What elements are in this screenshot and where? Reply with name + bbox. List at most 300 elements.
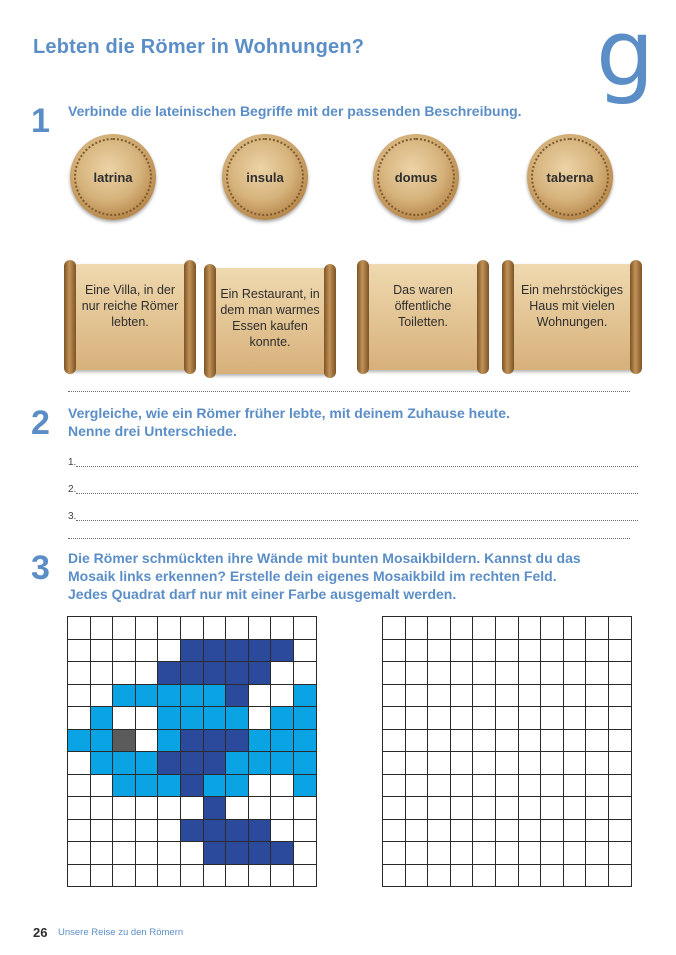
mosaic-drawing-grid[interactable] [382, 616, 632, 887]
mosaic-cell [271, 775, 294, 798]
drawing-cell[interactable] [541, 797, 564, 820]
drawing-cell[interactable] [473, 662, 496, 685]
task-3-instruction-line1: Die Römer schmückten ihre Wände mit bunten Mosaikbildern. Kannst du das [68, 550, 581, 566]
mosaic-cell [294, 707, 317, 730]
drawing-cell[interactable] [564, 685, 587, 708]
mosaic-cell [271, 865, 294, 888]
mosaic-cell [68, 865, 91, 888]
mosaic-cell [249, 685, 272, 708]
drawing-cell[interactable] [609, 640, 632, 663]
mosaic-cell [68, 775, 91, 798]
mosaic-cell [68, 820, 91, 843]
mosaic-cell [158, 640, 181, 663]
drawing-cell[interactable] [406, 707, 429, 730]
coin-domus[interactable] [373, 134, 459, 220]
drawing-cell[interactable] [451, 842, 474, 865]
drawing-cell[interactable] [473, 617, 496, 640]
mosaic-cell [181, 820, 204, 843]
mosaic-cell [136, 617, 159, 640]
drawing-cell[interactable] [428, 685, 451, 708]
mosaic-cell [249, 617, 272, 640]
drawing-cell[interactable] [586, 707, 609, 730]
mosaic-cell [91, 707, 114, 730]
drawing-cell[interactable] [496, 707, 519, 730]
mosaic-cell [68, 707, 91, 730]
drawing-cell[interactable] [519, 662, 542, 685]
scroll-text: Ein mehrstöckiges Haus mit vielen Wohnungen. [520, 283, 624, 329]
mosaic-cell [204, 707, 227, 730]
drawing-cell[interactable] [473, 820, 496, 843]
mosaic-cell [158, 842, 181, 865]
drawing-cell[interactable] [564, 865, 587, 888]
drawing-cell[interactable] [609, 685, 632, 708]
mosaic-cell [181, 842, 204, 865]
mosaic-cell [226, 842, 249, 865]
page-number: 26 [33, 925, 48, 940]
mosaic-cell [113, 775, 136, 798]
drawing-cell[interactable] [586, 842, 609, 865]
mosaic-cell [226, 662, 249, 685]
book-title: Unsere Reise zu den Römern [58, 927, 184, 938]
mosaic-cell [68, 617, 91, 640]
drawing-cell[interactable] [451, 797, 474, 820]
drawing-cell[interactable] [564, 820, 587, 843]
drawing-cell[interactable] [519, 797, 542, 820]
drawing-cell[interactable] [586, 752, 609, 775]
coin-label: insula [246, 169, 284, 185]
mosaic-cell [113, 640, 136, 663]
drawing-cell[interactable] [519, 730, 542, 753]
mosaic-cell [91, 730, 114, 753]
drawing-cell[interactable] [496, 730, 519, 753]
drawing-cell[interactable] [451, 640, 474, 663]
mosaic-cell [204, 617, 227, 640]
drawing-cell[interactable] [609, 797, 632, 820]
mosaic-cell [181, 797, 204, 820]
drawing-cell[interactable] [519, 640, 542, 663]
drawing-cell[interactable] [541, 730, 564, 753]
mosaic-cell [226, 640, 249, 663]
drawing-cell[interactable] [451, 775, 474, 798]
mosaic-cell [249, 797, 272, 820]
mosaic-cell [294, 685, 317, 708]
coin-label: taberna [546, 169, 594, 185]
drawing-cell[interactable] [519, 685, 542, 708]
mosaic-cell [158, 617, 181, 640]
drawing-cell[interactable] [406, 797, 429, 820]
chapter-letter: g [596, 0, 655, 107]
mosaic-cell [271, 617, 294, 640]
mosaic-cell [68, 842, 91, 865]
drawing-cell[interactable] [609, 707, 632, 730]
mosaic-cell [204, 662, 227, 685]
mosaic-cell [294, 662, 317, 685]
drawing-cell[interactable] [586, 640, 609, 663]
scroll-restaurant[interactable] [208, 268, 332, 374]
mosaic-cell [226, 865, 249, 888]
drawing-cell[interactable] [586, 865, 609, 888]
drawing-cell[interactable] [564, 730, 587, 753]
drawing-cell[interactable] [406, 662, 429, 685]
drawing-cell[interactable] [541, 685, 564, 708]
mosaic-cell [226, 775, 249, 798]
drawing-cell[interactable] [473, 865, 496, 888]
section-divider [68, 391, 630, 392]
drawing-cell[interactable] [496, 685, 519, 708]
mosaic-cell [158, 775, 181, 798]
mosaic-cell [113, 662, 136, 685]
task-3-instruction-line2: Mosaik links erkennen? Erstelle dein eigenes Mosaikbild im rechten Feld. [68, 568, 557, 584]
mosaic-cell [226, 707, 249, 730]
mosaic-cell [226, 820, 249, 843]
drawing-cell[interactable] [496, 617, 519, 640]
mosaic-cell [181, 640, 204, 663]
drawing-cell[interactable] [428, 752, 451, 775]
mosaic-cell [249, 730, 272, 753]
drawing-cell[interactable] [609, 730, 632, 753]
mosaic-cell [68, 797, 91, 820]
mosaic-cell [271, 842, 294, 865]
drawing-cell[interactable] [451, 707, 474, 730]
coin-insula[interactable] [222, 134, 308, 220]
mosaic-cell [68, 752, 91, 775]
mosaic-cell [158, 797, 181, 820]
mosaic-cell [204, 865, 227, 888]
mosaic-cell [113, 685, 136, 708]
answer-line-1[interactable] [76, 466, 638, 467]
mosaic-cell [68, 662, 91, 685]
drawing-cell[interactable] [383, 865, 406, 888]
mosaic-cell [249, 752, 272, 775]
drawing-cell[interactable] [519, 617, 542, 640]
drawing-cell[interactable] [496, 662, 519, 685]
drawing-cell[interactable] [406, 842, 429, 865]
drawing-cell[interactable] [519, 865, 542, 888]
mosaic-cell [226, 752, 249, 775]
mosaic-cell [136, 775, 159, 798]
mosaic-cell [181, 685, 204, 708]
mosaic-cell [136, 640, 159, 663]
mosaic-example-grid [67, 616, 317, 887]
drawing-cell[interactable] [496, 820, 519, 843]
drawing-cell[interactable] [473, 685, 496, 708]
drawing-cell[interactable] [586, 730, 609, 753]
mosaic-cell [91, 617, 114, 640]
mosaic-cell [181, 617, 204, 640]
task-2-instruction-line2: Nenne drei Unterschiede. [68, 423, 237, 439]
page-title: Lebten die Römer in Wohnungen? [33, 36, 365, 58]
mosaic-cell [136, 730, 159, 753]
mosaic-cell [91, 820, 114, 843]
drawing-cell[interactable] [473, 775, 496, 798]
drawing-cell[interactable] [564, 797, 587, 820]
drawing-cell[interactable] [586, 820, 609, 843]
drawing-cell[interactable] [564, 707, 587, 730]
mosaic-cell [158, 752, 181, 775]
drawing-cell[interactable] [406, 865, 429, 888]
answer-number-3: 3. [68, 511, 77, 522]
drawing-cell[interactable] [451, 865, 474, 888]
mosaic-cell [113, 842, 136, 865]
drawing-cell[interactable] [383, 707, 406, 730]
mosaic-cell [271, 752, 294, 775]
scroll-text: Das waren öffentliche Toiletten. [393, 283, 453, 329]
drawing-cell[interactable] [451, 617, 474, 640]
drawing-cell[interactable] [564, 640, 587, 663]
mosaic-cell [136, 865, 159, 888]
mosaic-cell [91, 797, 114, 820]
drawing-cell[interactable] [428, 730, 451, 753]
drawing-cell[interactable] [383, 752, 406, 775]
mosaic-cell [181, 707, 204, 730]
mosaic-cell [204, 820, 227, 843]
mosaic-cell [91, 775, 114, 798]
section-divider [68, 538, 630, 539]
drawing-cell[interactable] [541, 752, 564, 775]
mosaic-cell [136, 842, 159, 865]
mosaic-cell [113, 797, 136, 820]
mosaic-cell [294, 797, 317, 820]
mosaic-cell [158, 662, 181, 685]
mosaic-cell [294, 730, 317, 753]
mosaic-cell [136, 685, 159, 708]
drawing-cell[interactable] [428, 662, 451, 685]
mosaic-cell [136, 752, 159, 775]
drawing-cell[interactable] [496, 640, 519, 663]
drawing-cell[interactable] [473, 797, 496, 820]
drawing-cell[interactable] [519, 752, 542, 775]
mosaic-cell [204, 685, 227, 708]
drawing-cell[interactable] [451, 685, 474, 708]
mosaic-cell [271, 797, 294, 820]
drawing-cell[interactable] [383, 820, 406, 843]
drawing-cell[interactable] [586, 797, 609, 820]
drawing-cell[interactable] [586, 617, 609, 640]
drawing-cell[interactable] [519, 842, 542, 865]
drawing-cell[interactable] [451, 662, 474, 685]
mosaic-cell [181, 865, 204, 888]
mosaic-cell [294, 617, 317, 640]
drawing-cell[interactable] [451, 730, 474, 753]
drawing-cell[interactable] [383, 662, 406, 685]
mosaic-cell [91, 842, 114, 865]
drawing-cell[interactable] [496, 752, 519, 775]
drawing-cell[interactable] [428, 842, 451, 865]
drawing-cell[interactable] [519, 707, 542, 730]
mosaic-cell [68, 640, 91, 663]
mosaic-cell [204, 797, 227, 820]
drawing-cell[interactable] [519, 775, 542, 798]
drawing-cell[interactable] [564, 775, 587, 798]
drawing-cell[interactable] [383, 797, 406, 820]
mosaic-cell [294, 842, 317, 865]
drawing-cell[interactable] [609, 820, 632, 843]
mosaic-cell [204, 775, 227, 798]
drawing-cell[interactable] [428, 640, 451, 663]
drawing-cell[interactable] [383, 730, 406, 753]
mosaic-cell [136, 820, 159, 843]
drawing-cell[interactable] [406, 640, 429, 663]
answer-number-1: 1. [68, 457, 77, 468]
drawing-cell[interactable] [609, 662, 632, 685]
drawing-cell[interactable] [473, 842, 496, 865]
drawing-cell[interactable] [473, 707, 496, 730]
scroll-apartment-house[interactable] [506, 264, 638, 370]
mosaic-cell [204, 640, 227, 663]
mosaic-cell [91, 752, 114, 775]
drawing-cell[interactable] [428, 820, 451, 843]
drawing-cell[interactable] [473, 640, 496, 663]
mosaic-cell [226, 685, 249, 708]
mosaic-cell [204, 842, 227, 865]
answer-number-2: 2. [68, 484, 77, 495]
drawing-cell[interactable] [451, 820, 474, 843]
mosaic-cell [91, 685, 114, 708]
mosaic-cell [158, 820, 181, 843]
drawing-cell[interactable] [564, 752, 587, 775]
mosaic-cell [226, 730, 249, 753]
mosaic-cell [271, 707, 294, 730]
mosaic-cell [271, 730, 294, 753]
drawing-cell[interactable] [428, 865, 451, 888]
mosaic-cell [91, 640, 114, 663]
drawing-cell[interactable] [473, 752, 496, 775]
mosaic-cell [113, 820, 136, 843]
mosaic-cell [68, 730, 91, 753]
mosaic-cell [294, 752, 317, 775]
drawing-cell[interactable] [541, 662, 564, 685]
drawing-cell[interactable] [406, 752, 429, 775]
mosaic-cell [249, 865, 272, 888]
mosaic-cell [204, 752, 227, 775]
mosaic-cell [68, 685, 91, 708]
drawing-cell[interactable] [406, 775, 429, 798]
mosaic-cell [249, 842, 272, 865]
drawing-cell[interactable] [383, 617, 406, 640]
coin-label: domus [394, 169, 438, 185]
mosaic-cell [113, 617, 136, 640]
drawing-cell[interactable] [428, 617, 451, 640]
mosaic-cell [136, 707, 159, 730]
mosaic-cell [271, 640, 294, 663]
drawing-cell[interactable] [496, 865, 519, 888]
mosaic-cell [204, 730, 227, 753]
drawing-cell[interactable] [586, 775, 609, 798]
mosaic-cell [113, 865, 136, 888]
mosaic-cell [249, 707, 272, 730]
drawing-cell[interactable] [473, 730, 496, 753]
drawing-cell[interactable] [609, 775, 632, 798]
mosaic-cell [226, 797, 249, 820]
mosaic-cell [294, 820, 317, 843]
mosaic-cell [158, 865, 181, 888]
drawing-cell[interactable] [428, 707, 451, 730]
task-3-instruction-line3: Jedes Quadrat darf nur mit einer Farbe ausgemalt werden. [68, 586, 457, 602]
drawing-cell[interactable] [406, 730, 429, 753]
drawing-cell[interactable] [609, 617, 632, 640]
mosaic-cell [136, 662, 159, 685]
scroll-text: Eine Villa, in der nur reiche Römer lebten. [81, 283, 179, 329]
mosaic-cell [181, 752, 204, 775]
drawing-cell[interactable] [541, 820, 564, 843]
drawing-cell[interactable] [406, 685, 429, 708]
drawing-cell[interactable] [383, 640, 406, 663]
drawing-cell[interactable] [496, 842, 519, 865]
drawing-cell[interactable] [428, 775, 451, 798]
mosaic-cell [136, 797, 159, 820]
mosaic-cell [294, 865, 317, 888]
coin-label: latrina [93, 169, 133, 185]
drawing-cell[interactable] [609, 865, 632, 888]
drawing-cell[interactable] [541, 865, 564, 888]
drawing-cell[interactable] [383, 685, 406, 708]
mosaic-cell [294, 640, 317, 663]
scroll-villa[interactable] [68, 264, 192, 370]
mosaic-cell [113, 752, 136, 775]
task-2-number: 2 [31, 404, 50, 442]
drawing-cell[interactable] [564, 842, 587, 865]
mosaic-cell [158, 685, 181, 708]
mosaic-cell [113, 730, 136, 753]
drawing-cell[interactable] [406, 617, 429, 640]
mosaic-cell [158, 707, 181, 730]
mosaic-cell [91, 865, 114, 888]
task-1-instruction: Verbinde die lateinischen Begriffe mit der passenden Beschreibung. [68, 103, 522, 119]
drawing-cell[interactable] [496, 797, 519, 820]
mosaic-cell [181, 730, 204, 753]
mosaic-cell [181, 662, 204, 685]
drawing-cell[interactable] [541, 617, 564, 640]
mosaic-cell [226, 617, 249, 640]
drawing-cell[interactable] [451, 752, 474, 775]
mosaic-cell [271, 662, 294, 685]
drawing-cell[interactable] [541, 640, 564, 663]
scroll-toilets[interactable] [361, 264, 485, 370]
drawing-cell[interactable] [564, 617, 587, 640]
drawing-cell[interactable] [541, 775, 564, 798]
mosaic-cell [271, 685, 294, 708]
drawing-cell[interactable] [428, 797, 451, 820]
drawing-cell[interactable] [496, 775, 519, 798]
drawing-cell[interactable] [541, 707, 564, 730]
answer-line-2[interactable] [76, 493, 638, 494]
drawing-cell[interactable] [586, 685, 609, 708]
drawing-cell[interactable] [383, 842, 406, 865]
mosaic-cell [158, 730, 181, 753]
drawing-cell[interactable] [609, 842, 632, 865]
mosaic-cell [181, 775, 204, 798]
coin-latrina[interactable] [70, 134, 156, 220]
mosaic-cell [91, 662, 114, 685]
task-1-number: 1 [31, 102, 50, 140]
mosaic-cell [271, 820, 294, 843]
scroll-text: Ein Restaurant, in dem man warmes Essen kaufen konnte. [220, 287, 320, 349]
mosaic-cell [249, 662, 272, 685]
drawing-cell[interactable] [383, 775, 406, 798]
answer-line-3[interactable] [76, 520, 638, 521]
drawing-cell[interactable] [519, 820, 542, 843]
mosaic-cell [249, 775, 272, 798]
drawing-cell[interactable] [586, 662, 609, 685]
task-3-number: 3 [31, 549, 50, 587]
drawing-cell[interactable] [406, 820, 429, 843]
coin-taberna[interactable] [527, 134, 613, 220]
drawing-cell[interactable] [564, 662, 587, 685]
drawing-cell[interactable] [609, 752, 632, 775]
drawing-cell[interactable] [541, 842, 564, 865]
mosaic-cell [294, 775, 317, 798]
mosaic-cell [249, 820, 272, 843]
